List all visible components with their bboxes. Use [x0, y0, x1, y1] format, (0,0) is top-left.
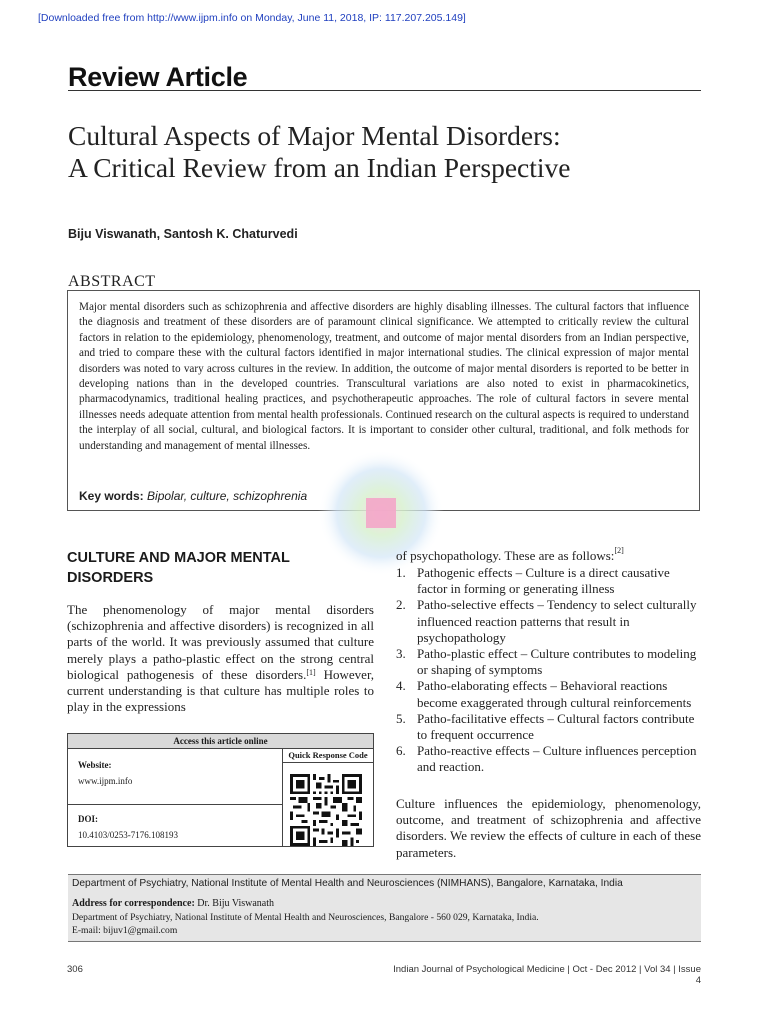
- list-item: [396, 646, 701, 678]
- department-affiliation: Department of Psychiatry, National Institute of Mental Health and Neurosciences (NIMHANS), Bangalore, Karnataka, India: [72, 878, 623, 889]
- keywords-value: Bipolar, culture, schizophrenia: [147, 489, 308, 503]
- body-text-part-2: However, current understanding is that culture has multiple roles to play in the expressions: [67, 666, 375, 715]
- list-intro-text: of psychopathology. These are as follows:: [396, 548, 615, 563]
- keywords-label: Key words:: [79, 489, 144, 503]
- website-label: Website:: [78, 760, 112, 770]
- qr-code-label: Quick Response Code: [288, 750, 368, 760]
- list-intro: [396, 548, 624, 564]
- access-box-title: Access this article online: [68, 734, 373, 749]
- correspondence-address: Department of Psychiatry, National Institute of Mental Health and Neurosciences, Bangalore - 560 029, Karnataka, India.: [72, 912, 539, 923]
- list-item: [396, 597, 701, 646]
- citation-ref-2[interactable]: [2]: [614, 546, 624, 555]
- qr-code-icon[interactable]: [290, 774, 362, 846]
- header-rule: [68, 90, 701, 91]
- list-item-text: Patho-selective effects – Tendency to select culturally influenced reaction patterns that result in psychopathology: [417, 597, 697, 645]
- section-heading-line-2: DISORDERS: [67, 570, 154, 586]
- list-item-number: 1.: [396, 565, 406, 580]
- correspondence-line: [72, 898, 274, 909]
- body-paragraph-left: [67, 602, 374, 715]
- section-heading: [67, 548, 357, 588]
- list-item: [396, 565, 701, 597]
- doi-link[interactable]: 10.4103/0253-7176.108193: [78, 830, 178, 840]
- article-title: [68, 120, 708, 184]
- list-item: [396, 711, 701, 743]
- correspondence-label: Address for correspondence:: [72, 898, 195, 909]
- qr-label-rule: [282, 762, 373, 763]
- list-item-text: Patho-plastic effect – Culture contributes to modeling or shaping of symptoms: [417, 646, 697, 678]
- journal-citation: Indian Journal of Psychological Medicine | Oct - Dec 2012 | Vol 34 | Issue 4: [393, 964, 701, 986]
- article-type-label: Review Article: [68, 62, 248, 92]
- effects-list: [396, 565, 701, 776]
- correspondence-name: Dr. Biju Viswanath: [194, 898, 274, 909]
- section-heading-line-1: CULTURE AND MAJOR MENTAL: [67, 550, 290, 566]
- list-item-number: 4.: [396, 678, 406, 694]
- authors: Biju Viswanath, Santosh K. Chaturvedi: [68, 227, 298, 241]
- list-item-number: 2.: [396, 597, 406, 613]
- list-item: [396, 678, 701, 710]
- citation-ref-1[interactable]: [1]: [306, 667, 316, 677]
- page-number: 306: [67, 964, 83, 975]
- body-text-part-1: The phenomenology of major mental disorders (schizophrenia and affective disorders) is recognized in all parts of the world. It was previously assumed that culture merely plays a patho-plastic effect on the strong central biological pathogenesis of these disorders.: [67, 602, 374, 682]
- abstract-heading: ABSTRACT: [68, 273, 156, 290]
- article-title-line-2: A Critical Review from an Indian Perspective: [68, 152, 571, 183]
- body-paragraph-right: Culture influences the epidemiology, phenomenology, outcome, and treatment of schizophrenia and affective disorders. We review the effects of culture in each of these parameters.: [396, 796, 701, 860]
- website-link[interactable]: www.ijpm.info: [78, 776, 133, 786]
- doi-label: DOI:: [78, 814, 98, 824]
- list-item-text: Patho-facilitative effects – Cultural factors contribute to frequent occurrence: [417, 710, 695, 743]
- list-item-text: Pathogenic effects – Culture is a direct causative factor in forming or generating illness: [417, 565, 670, 597]
- correspondence-email[interactable]: E-mail: bijuv1@gmail.com: [72, 925, 178, 936]
- list-item: [396, 743, 701, 775]
- download-note: [Downloaded free from http://www.ijpm.info on Monday, June 11, 2018, IP: 117.207.205.149]: [38, 12, 466, 24]
- article-title-line-1: Cultural Aspects of Major Mental Disorders:: [68, 120, 561, 151]
- list-item-number: 5.: [396, 710, 406, 726]
- keywords: [79, 489, 307, 503]
- list-item-text: Patho-reactive effects – Culture influences perception and reaction.: [417, 743, 697, 775]
- list-item-number: 6.: [396, 743, 406, 759]
- access-box-row-divider: [68, 804, 282, 805]
- list-item-number: 3.: [396, 646, 406, 662]
- abstract-text: Major mental disorders such as schizophrenia and affective disorders are highly disabling illnesses. The cultural factors that influence the diagnosis and treatment of these disorders are of paramount clinical significance. We attempted to critically review the cultural factors in relation to the epidemiology, phenomenology, treatment, and outcome of major mental disorders from an Indian perspective, and tried to compare these with the cultural factors identified in major international studies. The clinical expression of major mental disorders was noted to vary across cultures in the review. In addition, the outcome of major mental disorders is reported to be better in developing nations than in the developed countries. Transcultural variations are also noted to exist in pharmacokinetics, pharmacodynamics, traditional healing practices, and psychotherapeutic approaches. The role of cultural factors in severe mental illnesses needs adequate attention from mental health professionals. Continued research on the cultural aspects is required to understand the interplay of all social, cultural, and biological factors. It is important to consider other cultural, traditional, and folk methods for understanding and management of mental illnesses.: [79, 301, 689, 452]
- list-item-text: Patho-elaborating effects – Behavioral reactions become exaggerated through cultural reinforcements: [417, 678, 692, 710]
